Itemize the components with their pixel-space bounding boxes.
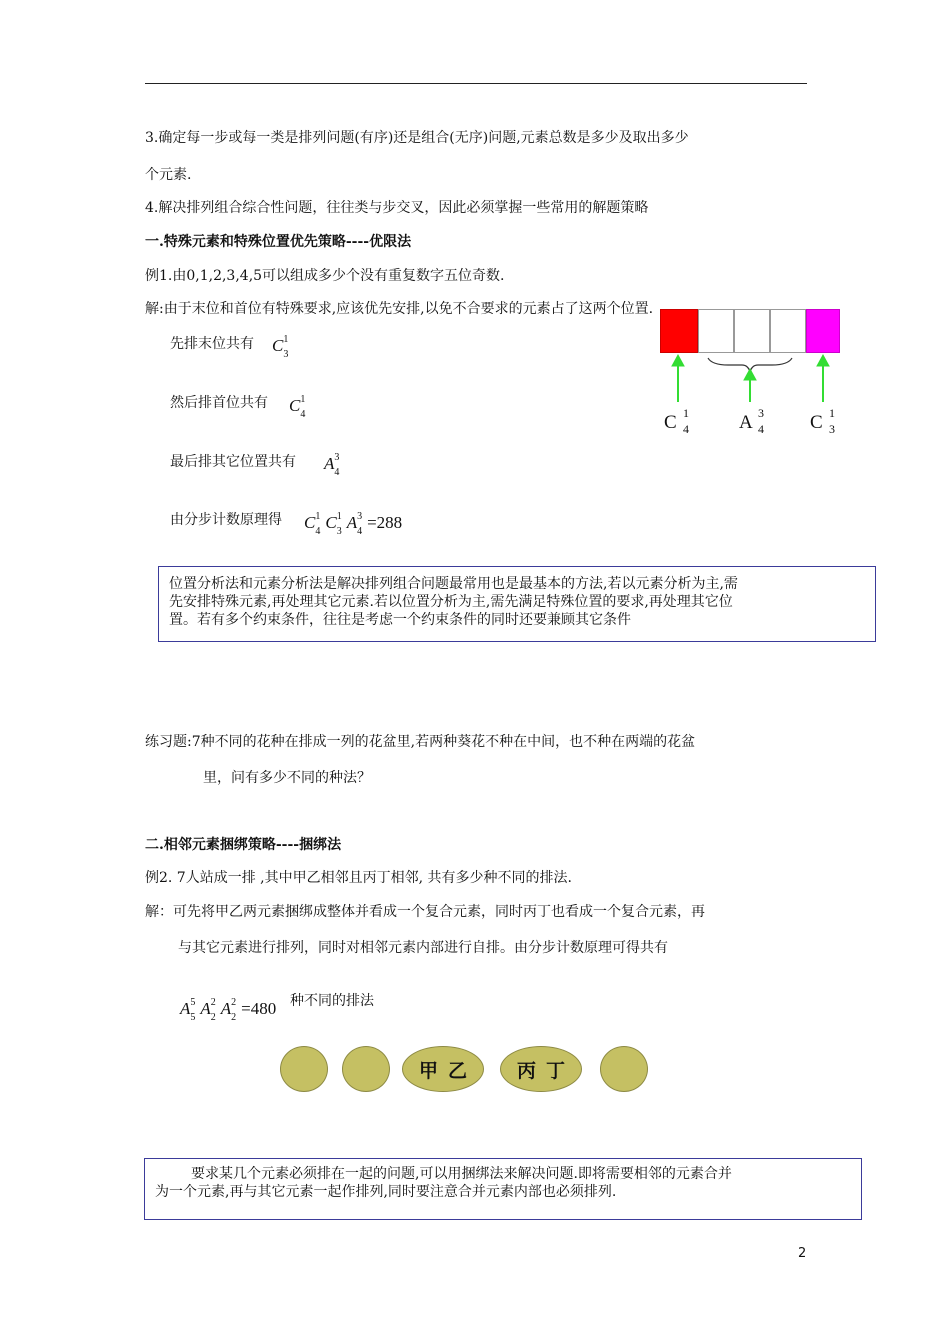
formula-product-2: $A^5_5$ $A^2_2$ $A^2_2 =480$ (180, 997, 277, 1023)
position-cell (770, 309, 806, 353)
note-box-2 (144, 1158, 862, 1220)
element-bubble (600, 1046, 648, 1092)
step-3-text: 最后排其它位置共有 (170, 454, 296, 470)
note-box-1 (158, 566, 876, 642)
bundle-bubble-jia-yi: 甲乙 (402, 1046, 484, 1092)
note-line: 先安排特殊元素,再处理其它元素.若以位置分析为主,需先满足特殊位置的要求,再处理其它位 (169, 594, 733, 610)
position-cell (734, 309, 770, 353)
exercise-line-2: 里，问有多少不同的种法？ (203, 770, 371, 786)
position-cell (698, 309, 734, 353)
last-position-cell (806, 309, 840, 353)
solution-2-line-2: 与其它元素进行排列，同时对相邻元素内部进行自排。由分步计数原理可得共有 (178, 940, 668, 956)
arrows-diagram (650, 350, 850, 410)
example-2: 例2. 7人站成一排 ,其中甲乙相邻且丙丁相邻, 共有多少种不同的排法. (145, 870, 572, 886)
paragraph-3: 3.确定每一步或每一类是排列问题(有序)还是组合(无序)问题,元素总数是多少及取出多少 (145, 130, 689, 146)
diagram-label-middle: A 3 4 (739, 406, 764, 436)
arrow-icon (817, 355, 829, 402)
solution-2-line-1: 解：可先将甲乙两元素捆绑成整体并看成一个复合元素，同时丙丁也看成一个复合元素，再 (145, 904, 705, 920)
formula-a43: $A^3_4$ (324, 452, 340, 478)
note-line: 位置分析法和元素分析法是解决排列组合问题最常用也是最基本的方法,若以元素分析为主,需 (169, 576, 738, 592)
result-suffix: 种不同的排法 (290, 993, 374, 1009)
page-number: 2 (798, 1246, 807, 1261)
step-1-text: 先排末位共有 (170, 336, 254, 352)
element-bubble (342, 1046, 390, 1092)
arrow-icon (672, 355, 684, 402)
arrow-icon (744, 369, 756, 402)
note-line: 置。若有多个约束条件，往往是考虑一个约束条件的同时还要兼顾其它条件 (169, 612, 631, 628)
formula-c41: $C^1_4$ (289, 394, 306, 420)
header-rule (145, 83, 807, 84)
first-position-cell (660, 309, 698, 353)
paragraph-4: 4.解决排列组合综合性问题，往往类与步交叉，因此必须掌握一些常用的解题策略 (145, 200, 649, 216)
section-2-title: 二.相邻元素捆绑策略----捆绑法 (145, 837, 342, 853)
example-1: 例1.由0,1,2,3,4,5可以组成多少个没有重复数字五位奇数. (145, 268, 505, 284)
solution-1: 解:由于末位和首位有特殊要求,应该优先安排,以免不合要求的元素占了这两个位置. (145, 301, 654, 317)
exercise-line-1: 练习题:7种不同的花种在排成一列的花盆里,若两种葵花不种在中间，也不种在两端的花盆 (145, 734, 696, 750)
bundle-bubble-bing-ding: 丙丁 (500, 1046, 582, 1092)
note-line: 要求某几个元素必须排在一起的问题,可以用捆绑法来解决问题.即将需要相邻的元素合并 (191, 1166, 732, 1182)
element-bubble (280, 1046, 328, 1092)
formula-product-1: $C^1_4$ $C^1_3$ $A^3_4 =288$ (304, 511, 403, 537)
formula-c31: $C^1_3$ (272, 334, 289, 360)
step-2-text: 然后排首位共有 (170, 395, 268, 411)
diagram-label-left: C 1 4 (664, 406, 689, 436)
step-4-text: 由分步计数原理得 (170, 512, 282, 528)
note-line: 为一个元素,再与其它元素一起作排列,同时要注意合并元素内部也必须排列. (155, 1184, 617, 1200)
section-1-title: 一.特殊元素和特殊位置优先策略----优限法 (145, 234, 412, 250)
paragraph-3-continued: 个元素. (145, 167, 192, 183)
diagram-label-right: C 1 3 (810, 406, 835, 436)
